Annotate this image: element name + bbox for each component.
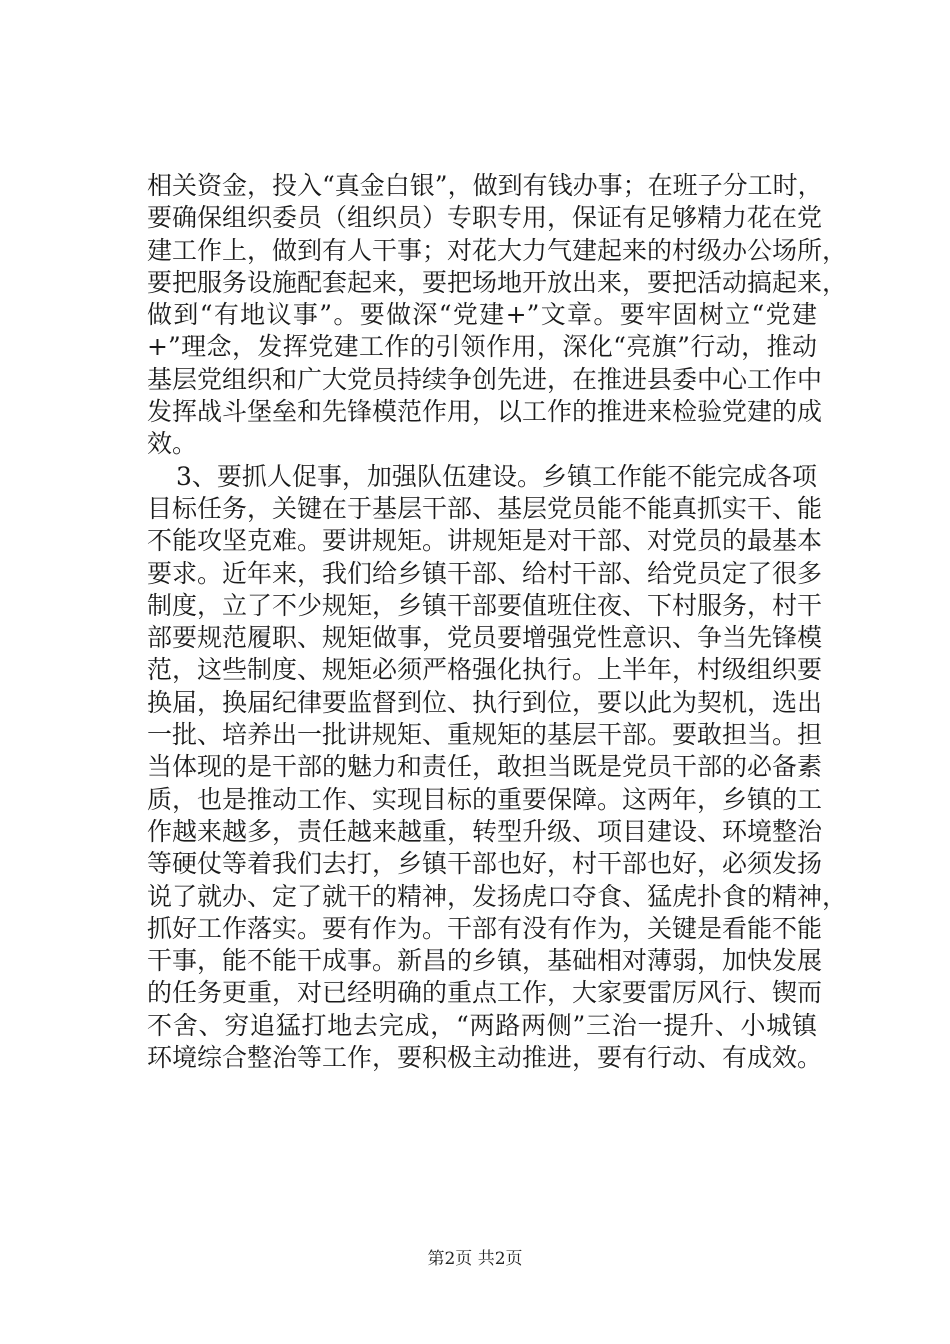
text-line: 做到“有地议事”。要做深“党建+”文章。要牢固树立“党建 bbox=[147, 300, 817, 330]
text-line: 说了就办、定了就干的精神，发扬虎口夺食、猛虎扑食的精神， bbox=[147, 881, 848, 911]
text-line: 不舍、穷追猛打地去完成，“两路两侧”三治一提升、小城镇 bbox=[147, 1010, 817, 1040]
text-line: 制度，立了不少规矩，乡镇干部要值班住夜、下村服务，村干 bbox=[147, 590, 823, 620]
text-line: 不能攻坚克难。要讲规矩。讲规矩是对干部、对党员的最基本 bbox=[147, 526, 823, 556]
text-line: 目标任务，关键在于基层干部、基层党员能不能真抓实干、能 bbox=[147, 493, 823, 523]
text-line: 相关资金，投入“真金白银”，做到有钱办事；在班子分工时， bbox=[147, 171, 823, 200]
text-line: 范，这些制度、规矩必须严格强化执行。上半年，村级组织要 bbox=[147, 655, 823, 685]
text-line: 发挥战斗堡垒和先锋模范作用，以工作的推进来检验党建的成 bbox=[147, 397, 823, 427]
text-line: 等硬仗等着我们去打，乡镇干部也好，村干部也好，必须发扬 bbox=[147, 849, 823, 879]
page-footer: 第2页 共2页 bbox=[427, 1249, 523, 1269]
document-body bbox=[147, 170, 848, 1074]
text-line: 当体现的是干部的魅力和责任，敢担当既是党员干部的必备素 bbox=[147, 752, 823, 782]
text-line: 部要规范履职、规矩做事，党员要增强党性意识、争当先锋模 bbox=[147, 623, 823, 653]
text-line: 干事，能不能干成事。新昌的乡镇，基础相对薄弱，加快发展 bbox=[147, 946, 823, 976]
text-line: 要确保组织委员（组织员）专职专用，保证有足够精力花在党 bbox=[147, 203, 823, 233]
text-line: 质，也是推动工作、实现目标的重要保障。这两年，乡镇的工 bbox=[147, 784, 823, 814]
text-line: +”理念，发挥党建工作的引领作用，深化“亮旗”行动，推动 bbox=[147, 332, 817, 362]
text-line: 效。 bbox=[147, 429, 198, 459]
text-line: 一批、培养出一批讲规矩、重规矩的基层干部。要敢担当。担 bbox=[147, 720, 823, 750]
text-line: 要求。近年来，我们给乡镇干部、给村干部、给党员定了很多 bbox=[147, 558, 823, 588]
text-line: 抓好工作落实。要有作为。干部有没有作为，关键是看能不能 bbox=[147, 913, 823, 943]
text-line: 换届，换届纪律要监督到位、执行到位，要以此为契机，选出 bbox=[147, 687, 823, 717]
paragraph-start-line: 3、要抓人促事，加强队伍建设。乡镇工作能不能完成各项 bbox=[176, 461, 817, 491]
text-line: 作越来越多，责任越来越重，转型升级、项目建设、环境整治 bbox=[147, 816, 823, 846]
text-line: 基层党组织和广大党员持续争创先进，在推进县委中心工作中 bbox=[147, 364, 823, 394]
text-line: 的任务更重，对已经明确的重点工作，大家要雷厉风行、锲而 bbox=[147, 978, 823, 1008]
text-line: 环境综合整治等工作，要积极主动推进，要有行动、有成效。 bbox=[147, 1043, 823, 1073]
text-line: 建工作上，做到有人干事；对花大力气建起来的村级办公场所， bbox=[147, 235, 848, 265]
text-line: 要把服务设施配套起来，要把场地开放出来，要把活动搞起来， bbox=[147, 267, 848, 297]
